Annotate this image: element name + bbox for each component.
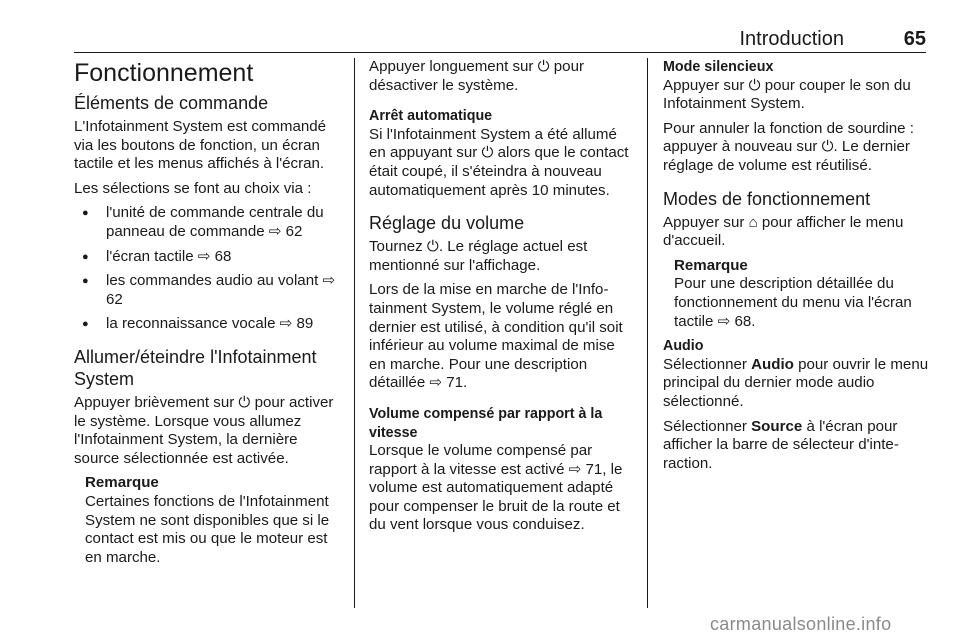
list-item: ● les commandes audio au volant ⇨ 62: [74, 272, 342, 309]
list-item: ● la reconnaissance vocale ⇨ 89: [74, 315, 342, 334]
text-run: à l'écran pour afficher la barre de sélecteur d'interaction.: [663, 417, 899, 472]
heading-modes-fonctionnement: Modes de fonctionnement: [663, 188, 871, 209]
column-2: [369, 58, 635, 541]
text-run: Sélectionner: [663, 355, 752, 373]
heading-fonctionnement: Fonctionnement: [74, 59, 254, 87]
section-title: Introduction: [739, 28, 844, 50]
audio-label: Audio: [751, 355, 794, 373]
bullet-list: [74, 204, 342, 334]
heading-reglage-volume: Réglage du volume: [369, 213, 525, 234]
paragraph: Tournez ⏻. Le réglage actuel est mentionné sur l'affichage.: [369, 238, 588, 274]
note-text: Certaines fonctions de l'Infotainment System ne sont disponibles que si le contact est mis ou que le moteur est en marche.: [85, 492, 330, 566]
column-divider: [647, 58, 648, 608]
note-box: [674, 257, 929, 331]
column-1: [74, 58, 342, 573]
column-divider: [354, 58, 355, 608]
paragraph: Pour annuler la fonction de sourdine : appuyer à nouveau sur ⏻. Le dernier réglage de volume est réutilisé.: [663, 119, 914, 174]
subheading-mode-silencieux: Mode silencieux: [663, 59, 774, 75]
paragraph: Les sélections se font au choix via :: [74, 179, 312, 197]
note-text: Pour une description détaillée du fonctionnement du menu via l'écran tactile ⇨ 68.: [674, 275, 912, 330]
paragraph: Lors de la mise en marche de l'Infotainment System, le volume réglé en dernier est utilisé, à condition qu'il soit inférieur au volume maximal de mise en marche. Pour une description détaillée ⇨ 71.: [369, 281, 623, 392]
note-title: Remarque: [85, 474, 159, 492]
note-box: [85, 474, 342, 567]
note-title: Remarque: [674, 256, 748, 274]
subheading-volume-compense: Volume compensé par rapport à la vitesse: [369, 405, 603, 441]
paragraph: Appuyer sur ⌂ pour afficher le menu d'accueil.: [663, 213, 904, 250]
page-header: [74, 26, 926, 53]
subheading-arret-automatique: Arrêt automatique: [369, 108, 493, 125]
paragraph: Appuyer longuement sur ⏻ pour désactiver le système.: [369, 58, 584, 94]
heading-allumer-eteindre: Allumer/éteindre l'Infotainment System: [74, 346, 317, 389]
paragraph: L'Infotainment System est commandé via les boutons de fonction, un écran tactile et les menus affichés à l'écran.: [74, 118, 327, 173]
paragraph: [663, 356, 929, 412]
subheading-audio: Audio: [663, 338, 704, 355]
list-item: ● l'unité de commande centrale du panneau de commande ⇨ 62: [74, 204, 342, 241]
heading-elements-commande: Éléments de commande: [74, 93, 269, 113]
paragraph: Appuyer brièvement sur ⏻ pour activer le système. Lorsque vous allumez l'Infotainment System, la dernière source sélectionnée est activée.: [74, 393, 334, 467]
text-run: pour ouvrir le menu principal du dernier mode audio sélectionné.: [663, 355, 929, 410]
list-item: ● l'écran tactile ⇨ 68: [74, 248, 342, 267]
source-label: Source: [751, 417, 803, 435]
text-run: Sélectionner: [663, 417, 752, 435]
paragraph: Appuyer sur ⏻ pour couper le son du Infotainment System.: [663, 76, 911, 113]
column-3: [663, 58, 929, 479]
watermark: carmanualsonline.info: [710, 614, 892, 634]
paragraph: [663, 418, 929, 474]
page-number: 65: [903, 28, 926, 50]
paragraph: Si l'Infotainment System a été allumé en appuyant sur ⏻ alors que le contact était coupé, il s'éteindra à nouveau automatiquement après 10 minutes.: [369, 125, 629, 199]
paragraph: Lorsque le volume compensé par rapport à la vitesse est activé ⇨ 71, le volume est automatiquement adapté pour compenser le bruit de la route et du vent lorsque vous conduisez.: [369, 442, 623, 534]
